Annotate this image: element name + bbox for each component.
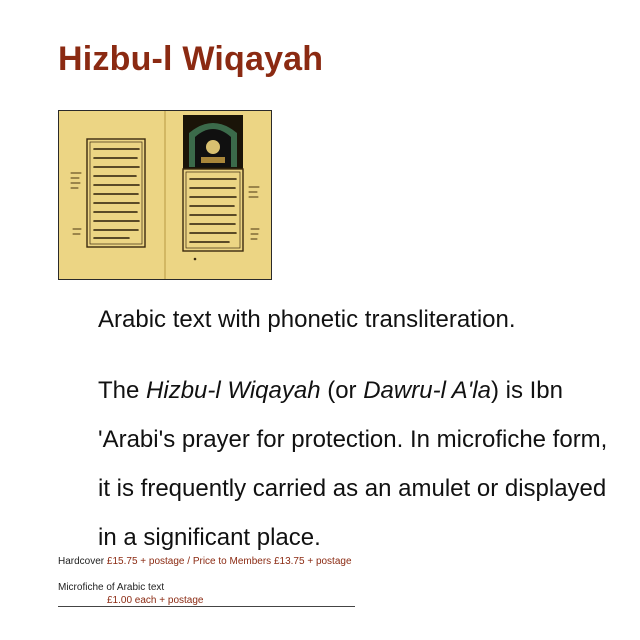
microfiche-label: Microfiche of Arabic text bbox=[58, 582, 165, 593]
hardcover-price: £15.75 + postage / Price to Members £13.75 + postage bbox=[104, 556, 352, 567]
description-rest: ) is Ibn 'Arabi's prayer for protection. In microfiche form, it is frequently carried as an amulet or displayed in a significant place. bbox=[98, 377, 608, 551]
hardcover-price-line bbox=[58, 556, 352, 567]
alt-title-italic: Dawru-l A'la bbox=[363, 377, 491, 404]
subtitle-text: Arabic text with phonetic transliteration. bbox=[98, 306, 516, 333]
description-or: (or bbox=[320, 377, 364, 404]
divider bbox=[58, 606, 355, 607]
microfiche-price: £1.00 each + postage bbox=[107, 595, 204, 606]
description-paragraph bbox=[98, 366, 608, 562]
title-italic: Hizbu-l Wiqayah bbox=[146, 377, 321, 404]
hardcover-label: Hardcover bbox=[58, 556, 105, 567]
description-lead: The bbox=[98, 377, 147, 404]
manuscript-image bbox=[58, 110, 272, 280]
page-title: Hizbu-l Wiqayah bbox=[58, 40, 324, 78]
